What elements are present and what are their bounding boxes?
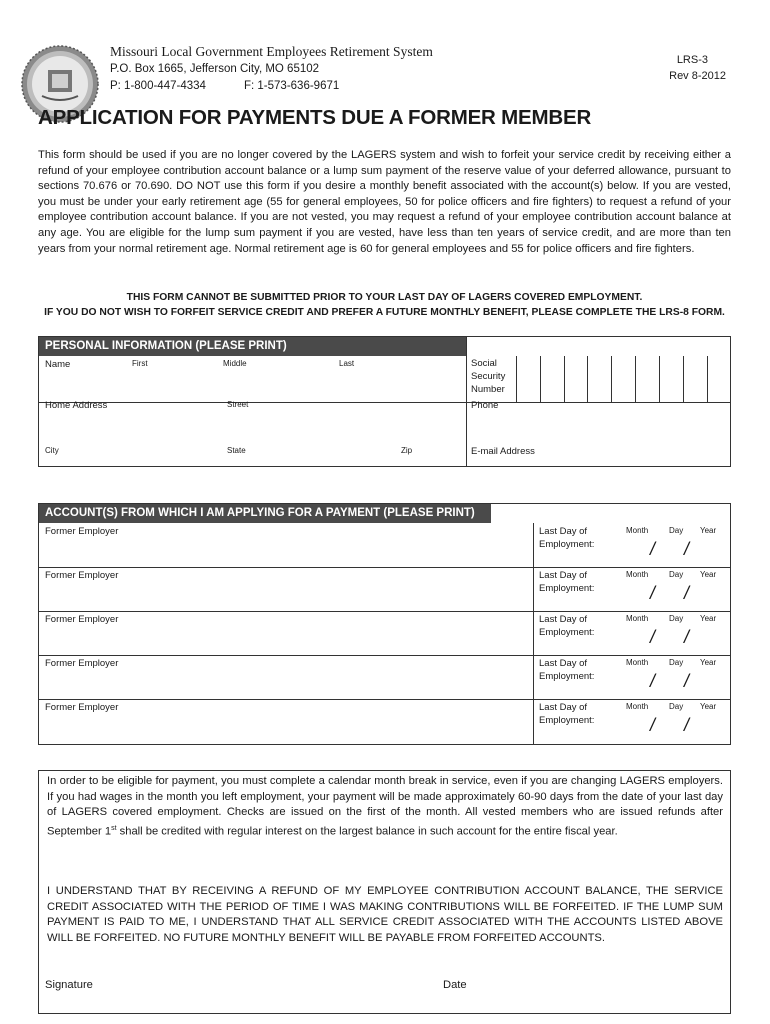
last-day-label: Last Day of — [539, 614, 588, 625]
date-slash: / — [650, 715, 656, 735]
name-field[interactable] — [43, 371, 463, 397]
day-label: Day — [669, 702, 684, 711]
street-field[interactable] — [43, 413, 463, 439]
former-employer-label: Former Employer — [45, 658, 119, 669]
month-label: Month — [626, 614, 649, 623]
day-label: Day — [669, 526, 684, 535]
org-phone: P: 1-800-447-4334 — [110, 80, 206, 92]
form-id: LRS-3 — [676, 54, 708, 66]
date-slash: / — [650, 671, 656, 691]
org-name: Missouri Local Government Employees Retirement System — [110, 44, 433, 59]
year-label: Year — [700, 658, 717, 667]
last-name-label: Last — [339, 359, 355, 368]
ssn-field[interactable] — [516, 356, 730, 402]
middle-name-label: Middle — [223, 359, 247, 368]
employment-label: Employment: — [539, 671, 595, 682]
former-employer-field[interactable] — [43, 670, 529, 696]
first-name-label: First — [132, 359, 148, 368]
former-employer-label: Former Employer — [45, 526, 119, 537]
date-slash: / — [650, 583, 656, 603]
city-label: City — [45, 446, 59, 455]
last-day-date-field[interactable] — [624, 626, 728, 652]
month-label: Month — [626, 658, 649, 667]
year-label: Year — [700, 702, 717, 711]
signature-label: Signature — [45, 979, 93, 991]
personal-info-heading: PERSONAL INFORMATION (PLEASE PRINT) — [39, 337, 466, 356]
former-employer-field[interactable] — [43, 714, 529, 740]
year-label: Year — [700, 526, 717, 535]
state-label: State — [227, 446, 246, 455]
zip-label: Zip — [401, 446, 413, 455]
last-day-label: Last Day of — [539, 658, 588, 669]
form-revision: Rev 8-2012 — [669, 70, 726, 82]
year-label: Year — [700, 570, 717, 579]
date-slash: / — [684, 583, 690, 603]
month-label: Month — [626, 702, 649, 711]
year-label: Year — [700, 614, 717, 623]
employment-label: Employment: — [539, 583, 595, 594]
day-label: Day — [669, 658, 684, 667]
org-address: P.O. Box 1665, Jefferson City, MO 65102 — [110, 63, 320, 75]
street-label: Street — [227, 400, 249, 409]
date-slash: / — [684, 539, 690, 559]
intro-paragraph: This form should be used if you are no longer covered by the LAGERS system and wish to forfeit your service credit by receiving either a refund of your employee contribution account balance or a lump sum payment of the reserve value of your deferred allowance, pursuant to sections 70.676 or 70.690. DO NOT use this form if you desire a monthly benefit associated with the account(s) below. If you are vested, you must be under your early retirement age (55 for general employees, 50 for police officers and fire fighters) to request a refund of your employee contribution account balance. If you are not vested, you may request a refund of your employee contribution account balance at any age. You are eligible for the lump sum payment if you are vested, have less than ten years of service credit, and are more than ten years from your normal retirement age. Normal retirement age is 60 for general employees and 55 for police officers and fire fighters. — [38, 149, 731, 255]
former-employer-field[interactable] — [43, 538, 529, 564]
email-label: E-mail Address — [471, 446, 535, 457]
phone-field[interactable] — [471, 413, 726, 439]
forfeit-acknowledgement: I UNDERSTAND THAT BY RECEIVING A REFUND OF MY EMPLOYEE CONTRIBUTION ACCOUNT BALANCE, THE SERVICE CREDIT ASSOCIATED WITH THE PERIOD OF TIME I WAS MAKING CONTRIBUTIONS WILL BE FORFEITED. IF THE LUMP SUM PAYMENT IS PAID TO ME, I UNDERSTAND THAT ALL SERVICE CREDIT ASSOCIATED WITH THE ACCOUNTS LISTED ABOVE WILL BE FORFEITED. NO FUTURE MONTHLY BENEFIT WILL BE PAYABLE FROM FORFEITED ACCOUNTS. — [47, 885, 723, 944]
date-slash: / — [650, 539, 656, 559]
ssn-label-3: Number — [471, 384, 505, 395]
signature-date-field[interactable] — [475, 975, 715, 997]
employment-label: Employment: — [539, 715, 595, 726]
last-day-label: Last Day of — [539, 526, 588, 537]
warning-line-1: THIS FORM CANNOT BE SUBMITTED PRIOR TO YOUR LAST DAY OF LAGERS COVERED EMPLOYMENT. — [126, 292, 643, 303]
signature-field[interactable] — [107, 975, 437, 997]
date-slash: / — [684, 715, 690, 735]
email-field[interactable] — [539, 441, 726, 463]
ssn-label-1: Social — [471, 358, 497, 369]
employment-label: Employment: — [539, 627, 595, 638]
home-address-label: Home Address — [45, 400, 108, 411]
org-fax: F: 1-573-636-9671 — [244, 80, 340, 92]
accounts-section — [38, 503, 731, 745]
date-slash: / — [650, 627, 656, 647]
employment-label: Employment: — [539, 539, 595, 550]
former-employer-label: Former Employer — [45, 702, 119, 713]
city-state-zip-field[interactable] — [43, 437, 463, 463]
warning-line-2: IF YOU DO NOT WISH TO FORFEIT SERVICE CREDIT AND PREFER A FUTURE MONTHLY BENEFIT, PLEASE COMPLETE THE LRS-8 FORM. — [44, 307, 725, 318]
last-day-date-field[interactable] — [624, 538, 728, 564]
last-day-date-field[interactable] — [624, 714, 728, 740]
day-label: Day — [669, 614, 684, 623]
former-employer-field[interactable] — [43, 626, 529, 652]
name-label: Name — [45, 359, 71, 370]
eligibility-paragraph: In order to be eligible for payment, you must complete a calendar month break in service, even if you are changing LAGERS employers. If you had wages in the month you left employment, your payment will be made approximately 60-90 days from the date of your last day of LAGERS covered employment. Checks are issued on the first of the month. All vested members who are issued refunds after September 1st shall be credited with regular interest on the largest balance in such account for the entire fiscal year. — [47, 775, 723, 838]
month-label: Month — [626, 570, 649, 579]
date-slash: / — [684, 627, 690, 647]
ssn-label-2: Security — [471, 371, 506, 382]
personal-info-section — [38, 336, 731, 467]
day-label: Day — [669, 570, 684, 579]
acknowledgement-section — [38, 770, 731, 1014]
last-day-label: Last Day of — [539, 570, 588, 581]
last-day-date-field[interactable] — [624, 582, 728, 608]
date-label: Date — [443, 979, 467, 991]
last-day-label: Last Day of — [539, 702, 588, 713]
date-slash: / — [684, 671, 690, 691]
accounts-heading: ACCOUNT(S) FROM WHICH I AM APPLYING FOR A PAYMENT (PLEASE PRINT) — [39, 504, 491, 523]
page-title: APPLICATION FOR PAYMENTS DUE A FORMER MEMBER — [38, 106, 592, 129]
last-day-date-field[interactable] — [624, 670, 728, 696]
former-employer-label: Former Employer — [45, 570, 119, 581]
month-label: Month — [626, 526, 649, 535]
phone-label: Phone — [471, 400, 499, 411]
former-employer-label: Former Employer — [45, 614, 119, 625]
former-employer-field[interactable] — [43, 582, 529, 608]
